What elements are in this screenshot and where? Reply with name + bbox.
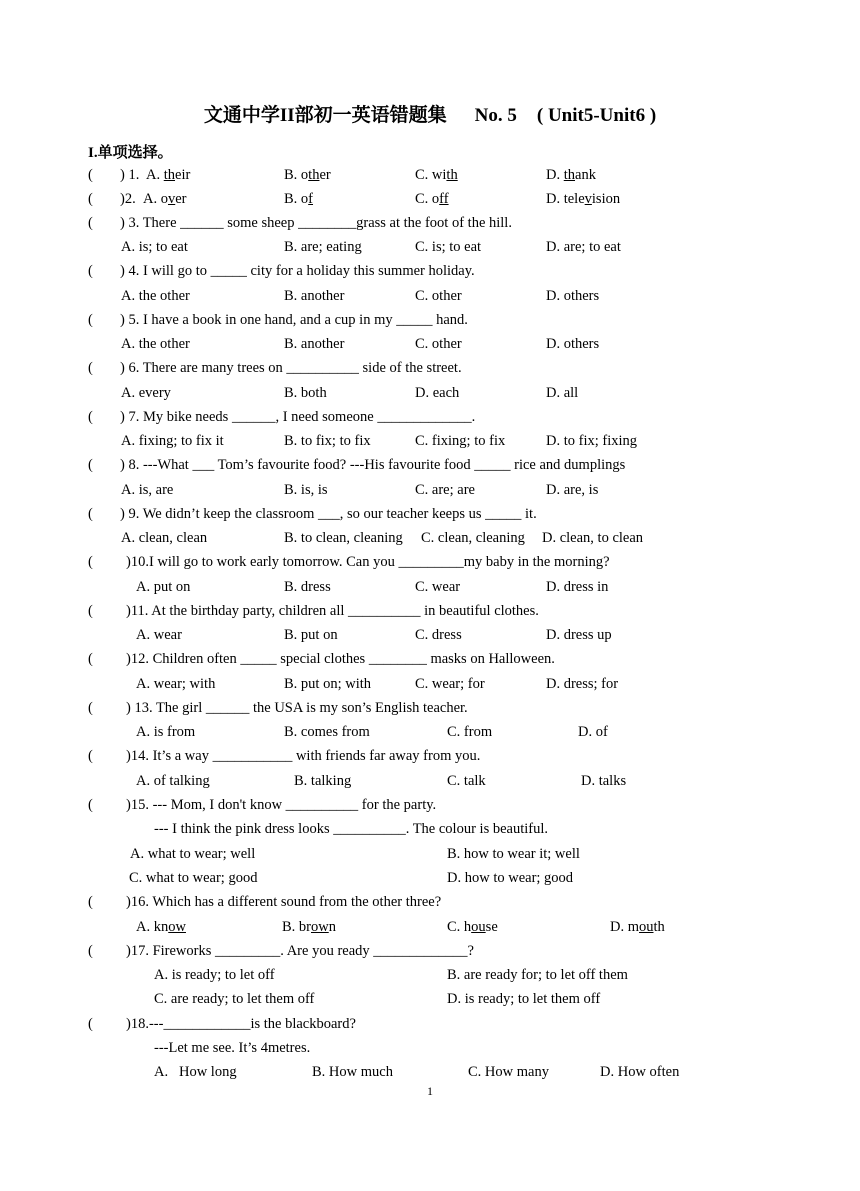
q18-option-c: C. How many xyxy=(468,1064,549,1080)
title-number: No. 5 xyxy=(474,105,517,126)
q3-option-c: C. is; to eat xyxy=(415,239,482,255)
q14-option-c: C. talk xyxy=(447,773,486,789)
q12-option-d: D. dress; for xyxy=(546,676,619,692)
q10-option-a: A. put on xyxy=(136,579,191,595)
q13-option-d: D. of xyxy=(578,724,608,740)
q15-option-b: B. how to wear it; well xyxy=(447,846,580,862)
question-7-stem: ) 7. My bike needs ______, I need someone _____________. xyxy=(120,409,476,425)
q1-option-a: A. their xyxy=(146,167,191,183)
q8-option-d: D. are, is xyxy=(546,482,599,498)
q8-option-c: C. are; are xyxy=(415,482,475,498)
q4-option-d: D. others xyxy=(546,288,600,304)
q5-option-a: A. the other xyxy=(121,336,190,352)
q13-option-b: B. comes from xyxy=(284,724,370,740)
answer-paren: ( xyxy=(88,215,93,231)
q3-option-a: A. is; to eat xyxy=(121,239,188,255)
answer-paren: ( xyxy=(88,167,93,183)
q14-option-b: B. talking xyxy=(294,773,352,789)
q17-option-b: B. are ready for; to let off them xyxy=(447,967,628,983)
question-17-stem: )17. Fireworks _________. Are you ready _____________? xyxy=(126,943,474,959)
question-16-stem: )16. Which has a different sound from the other three? xyxy=(126,894,442,910)
q5-option-c: C. other xyxy=(415,336,462,352)
answer-paren: ( xyxy=(88,506,93,522)
question-8-stem: ) 8. ---What ___ Tom’s favourite food? ---His favourite food _____ rice and dumplings xyxy=(120,457,626,473)
question-15-stem-2: --- I think the pink dress looks __________. The colour is beautiful. xyxy=(154,821,548,837)
q16-option-a: A. know xyxy=(136,919,186,935)
q14-option-d: D. talks xyxy=(581,773,627,789)
q2-option-a: A. over xyxy=(143,191,187,207)
answer-paren: ( xyxy=(88,1016,93,1032)
answer-paren: ( xyxy=(88,748,93,764)
q1-option-c: C. with xyxy=(415,167,458,183)
question-2-label: )2. xyxy=(120,191,136,207)
q9-option-b: B. to clean, cleaning xyxy=(284,530,403,546)
q9-option-a: A. clean, clean xyxy=(121,530,208,546)
q12-option-c: C. wear; for xyxy=(415,676,485,692)
answer-paren: ( xyxy=(88,603,93,619)
question-9-stem: ) 9. We didn’t keep the classroom ___, so our teacher keeps us _____ it. xyxy=(120,506,537,522)
question-11-stem: )11. At the birthday party, children all __________ in beautiful clothes. xyxy=(126,603,539,619)
q16-option-b: B. brown xyxy=(282,919,336,935)
q10-option-d: D. dress in xyxy=(546,579,609,595)
q7-option-c: C. fixing; to fix xyxy=(415,433,506,449)
q6-option-b: B. both xyxy=(284,385,327,401)
q3-option-b: B. are; eating xyxy=(284,239,362,255)
q16-option-c: C. house xyxy=(447,919,498,935)
q16-option-d: D. mouth xyxy=(610,919,665,935)
q7-option-b: B. to fix; to fix xyxy=(284,433,371,449)
q3-option-d: D. are; to eat xyxy=(546,239,621,255)
q5-option-b: B. another xyxy=(284,336,345,352)
q13-option-c: C. from xyxy=(447,724,493,740)
answer-paren: ( xyxy=(88,191,93,207)
q2-option-b: B. of xyxy=(284,191,314,207)
q9-option-c: C. clean, cleaning xyxy=(421,530,525,546)
answer-paren: ( xyxy=(88,263,93,279)
q2-option-c: C. off xyxy=(415,191,449,207)
question-5-stem: ) 5. I have a book in one hand, and a cup in my _____ hand. xyxy=(120,312,468,328)
q4-option-c: C. other xyxy=(415,288,462,304)
title-chinese: 文通中学II部初一英语错题集 xyxy=(203,105,447,126)
answer-paren: ( xyxy=(88,894,93,910)
q10-option-b: B. dress xyxy=(284,579,331,595)
page-number: 1 xyxy=(427,1084,433,1098)
question-6-stem: ) 6. There are many trees on __________ side of the street. xyxy=(120,360,462,376)
answer-paren: ( xyxy=(88,457,93,473)
q8-option-b: B. is, is xyxy=(284,482,328,498)
q7-option-a: A. fixing; to fix it xyxy=(121,433,224,449)
q11-option-c: C. dress xyxy=(415,627,462,643)
q18-option-a: A. How long xyxy=(154,1064,237,1080)
q5-option-d: D. others xyxy=(546,336,600,352)
q12-option-b: B. put on; with xyxy=(284,676,372,692)
question-12-stem: )12. Children often _____ special clothes ________ masks on Halloween. xyxy=(126,651,555,667)
q11-option-a: A. wear xyxy=(136,627,182,643)
q18-option-d: D. How often xyxy=(600,1064,680,1080)
q4-option-b: B. another xyxy=(284,288,345,304)
question-18-stem: )18.---____________is the blackboard? xyxy=(126,1016,356,1032)
answer-paren: ( xyxy=(88,312,93,328)
question-18-stem-2: ---Let me see. It’s 4metres. xyxy=(154,1040,311,1056)
question-15-stem: )15. --- Mom, I don't know __________ for the party. xyxy=(126,797,437,813)
question-1-label: ) 1. xyxy=(120,167,140,183)
question-13-stem: ) 13. The girl ______ the USA is my son’s English teacher. xyxy=(126,700,468,716)
q11-option-b: B. put on xyxy=(284,627,338,643)
page-title xyxy=(0,100,860,127)
q15-option-d: D. how to wear; good xyxy=(447,870,574,886)
answer-paren: ( xyxy=(88,409,93,425)
q8-option-a: A. is, are xyxy=(121,482,174,498)
section-heading: I.单项选择。 xyxy=(88,145,173,161)
q15-option-c: C. what to wear; good xyxy=(129,870,258,886)
q6-option-c: D. each xyxy=(415,385,460,401)
answer-paren: ( xyxy=(88,700,93,716)
q10-option-c: C. wear xyxy=(415,579,461,595)
q1-option-d: D. thank xyxy=(546,167,596,183)
question-14-stem: )14. It’s a way ___________ with friends far away from you. xyxy=(126,748,481,764)
answer-paren: ( xyxy=(88,943,93,959)
question-4-stem: ) 4. I will go to _____ city for a holiday this summer holiday. xyxy=(120,263,475,279)
q18-option-b: B. How much xyxy=(312,1064,393,1080)
answer-paren: ( xyxy=(88,651,93,667)
question-10-stem: )10.I will go to work early tomorrow. Can you _________my baby in the morning? xyxy=(126,554,610,570)
q2-option-d: D. television xyxy=(546,191,621,207)
q17-option-c: C. are ready; to let them off xyxy=(154,991,315,1007)
q13-option-a: A. is from xyxy=(136,724,196,740)
q11-option-d: D. dress up xyxy=(546,627,612,643)
answer-paren: ( xyxy=(88,797,93,813)
q1-option-b: B. other xyxy=(284,167,331,183)
title-units: ( Unit5-Unit6 ) xyxy=(536,105,657,126)
q14-option-a: A. of talking xyxy=(136,773,210,789)
question-3-stem: ) 3. There ______ some sheep ________grass at the foot of the hill. xyxy=(120,215,512,231)
q6-option-a: A. every xyxy=(121,385,171,401)
answer-paren: ( xyxy=(88,554,93,570)
q4-option-a: A. the other xyxy=(121,288,190,304)
q12-option-a: A. wear; with xyxy=(136,676,216,692)
q7-option-d: D. to fix; fixing xyxy=(546,433,638,449)
q15-option-a: A. what to wear; well xyxy=(130,846,256,862)
answer-paren: ( xyxy=(88,360,93,376)
q6-option-d: D. all xyxy=(546,385,579,401)
q9-option-d: D. clean, to clean xyxy=(542,530,644,546)
q17-option-a: A. is ready; to let off xyxy=(154,967,275,983)
q17-option-d: D. is ready; to let them off xyxy=(447,991,601,1007)
